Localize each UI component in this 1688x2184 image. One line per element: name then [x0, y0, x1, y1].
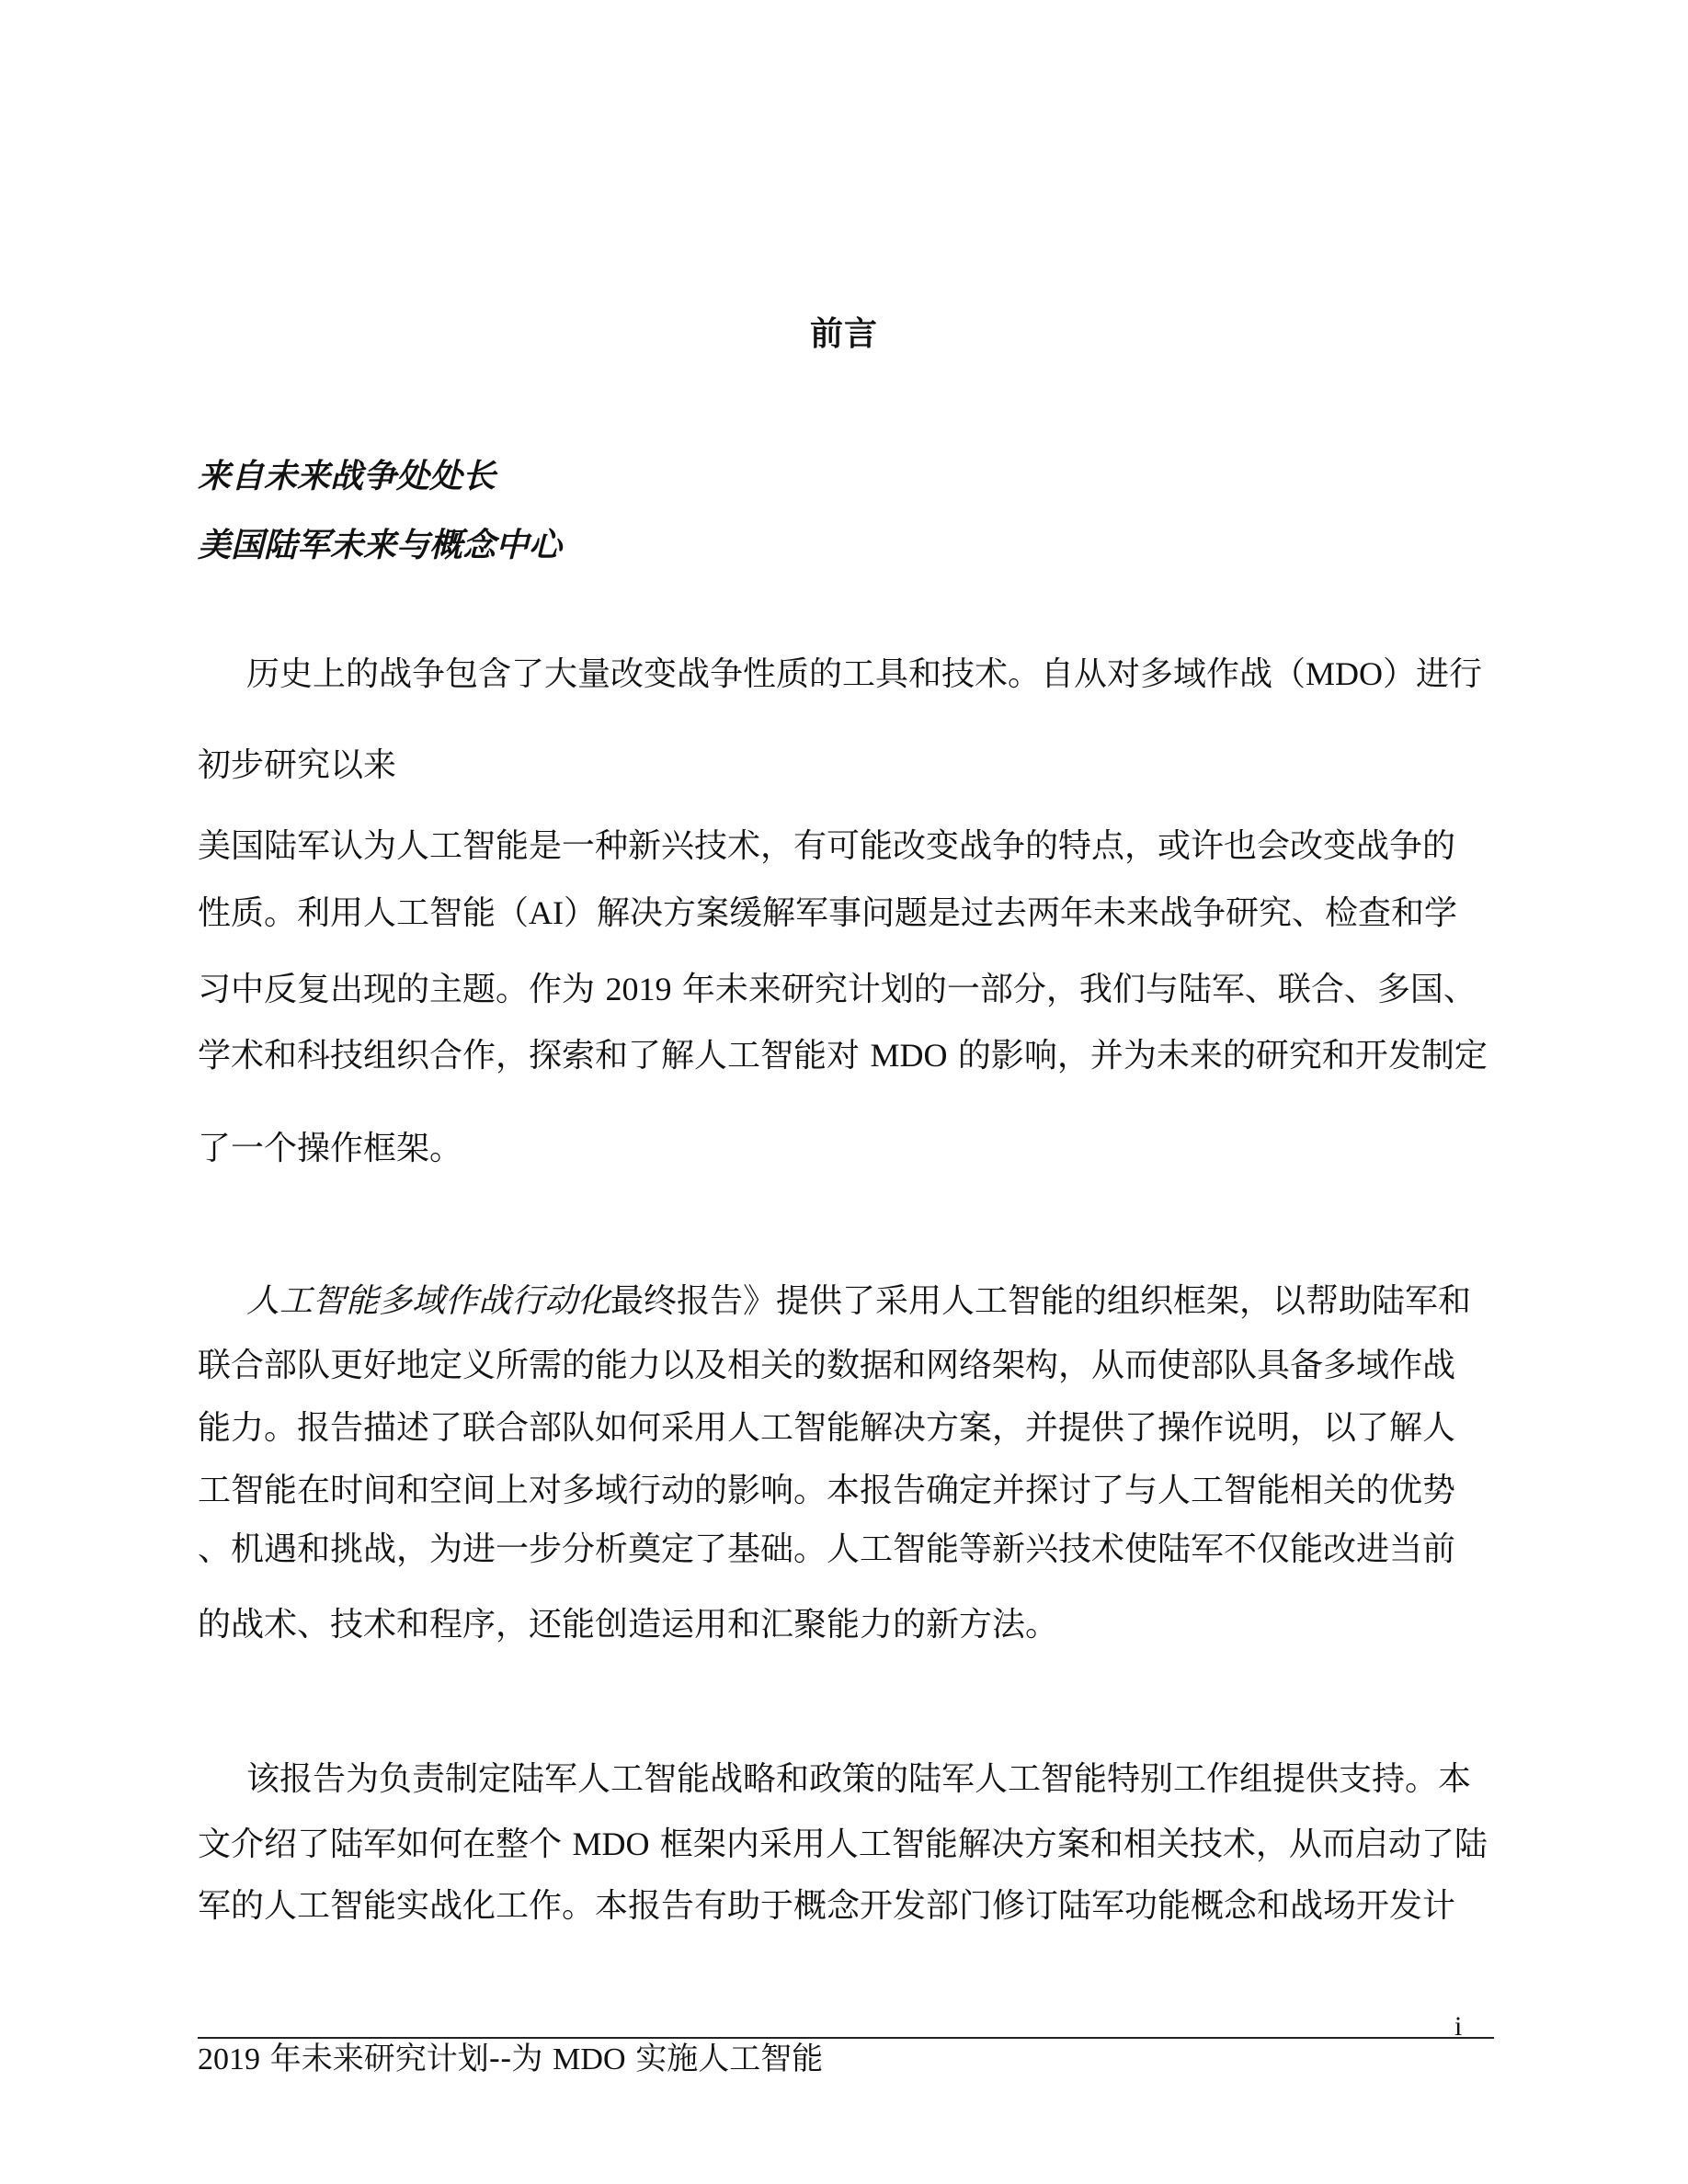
- para1-line-4: [198, 896, 1457, 930]
- para2-line-6: 的战术、技术和程序，还能创造运用和汇聚能力的新方法。: [198, 1606, 1059, 1644]
- footer-abbr: MDO: [553, 2042, 626, 2076]
- para1-line-2: 初步研究以来: [198, 746, 397, 784]
- para2-line-1: [246, 1282, 1472, 1320]
- para1-line-4-text-b: ）解决方案缓解军事问题是过去两年未来战争研究、检查和学: [564, 894, 1458, 932]
- para1-line-5: [198, 973, 1477, 1007]
- para3-line-2: [198, 1827, 1488, 1861]
- para2-line-4: 工智能在时间和空间上对多域行动的影响。本报告确定并探讨了与人工智能相关的优势: [198, 1472, 1456, 1509]
- para1-line-4-text-a: 性质。利用人工智能（: [198, 894, 530, 932]
- para2-line-2: 联合部队更好地定义所需的能力以及相关的数据和网络架构，从而使部队具备多域作战: [198, 1347, 1456, 1384]
- para3-line-1: 该报告为负责制定陆军人工智能战略和政策的陆军人工智能特别工作组提供支持。本: [246, 1760, 1472, 1798]
- report-title-italic: 人工智能多域作战行动化: [246, 1282, 611, 1320]
- footer-year: 2019: [198, 2042, 260, 2076]
- para1-line-3: 美国陆军认为人工智能是一种新兴技术，有可能改变战争的特点，或许也会改变战争的: [198, 827, 1456, 865]
- para3-line-2-abbr: MDO: [572, 1826, 650, 1862]
- para1-line-1-text-a: 历史上的战争包含了大量改变战争性质的工具和技术。自从对多域作战（: [246, 655, 1306, 693]
- para2-line-5: 、机遇和挑战，为进一步分析奠定了基础。人工智能等新兴技术使陆军不仅能改进当前: [198, 1530, 1456, 1568]
- para1-line-6-abbr: MDO: [870, 1037, 948, 1074]
- page-number: i: [1454, 2011, 1463, 2042]
- para3-line-2-text-b: 框架内采用人工智能解决方案和相关技术，从而启动了陆: [649, 1826, 1488, 1863]
- para1-line-4-abbr: AI: [529, 894, 565, 931]
- para1-line-1: [246, 657, 1482, 691]
- para1-line-5-text-a: 习中反复出现的主题。作为: [198, 971, 606, 1008]
- para1-line-6-text-a: 学术和科技组织合作，探索和了解人工智能对: [198, 1037, 871, 1075]
- author-line-1: 来自未来战争处处长: [198, 458, 496, 495]
- para1-line-5-text-b: 年未来研究计划的一部分，我们与陆军、联合、多国、: [671, 971, 1477, 1008]
- page-title: 前言: [809, 315, 878, 353]
- para2-line-3: 能力。报告描述了联合部队如何采用人工智能解决方案，并提供了操作说明，以了解人: [198, 1409, 1456, 1447]
- para3-line-2-text-a: 文介绍了陆军如何在整个: [198, 1826, 573, 1863]
- para1-line-1-text-b: ）进行: [1383, 655, 1483, 693]
- para2-line-1-rest: 最终报告》提供了采用人工智能的组织框架，以帮助陆军和: [610, 1282, 1472, 1320]
- para3-line-3: 军的人工智能实战化工作。本报告有助于概念开发部门修订陆军功能概念和战场开发计: [198, 1887, 1456, 1925]
- author-line-2: 美国陆军未来与概念中心: [198, 527, 563, 564]
- para1-line-7: 了一个操作框架。: [198, 1130, 463, 1167]
- para1-line-6: [198, 1039, 1488, 1073]
- para1-line-6-text-b: 的影响，并为未来的研究和开发制定: [947, 1037, 1488, 1075]
- para1-line-5-year: 2019: [605, 971, 672, 1007]
- para1-line-1-abbr: MDO: [1306, 655, 1384, 692]
- footer-text-b: 实施人工智能: [625, 2041, 824, 2077]
- footer-text-a: 年未来研究计划--为: [260, 2041, 553, 2077]
- footer-text: [198, 2033, 823, 2078]
